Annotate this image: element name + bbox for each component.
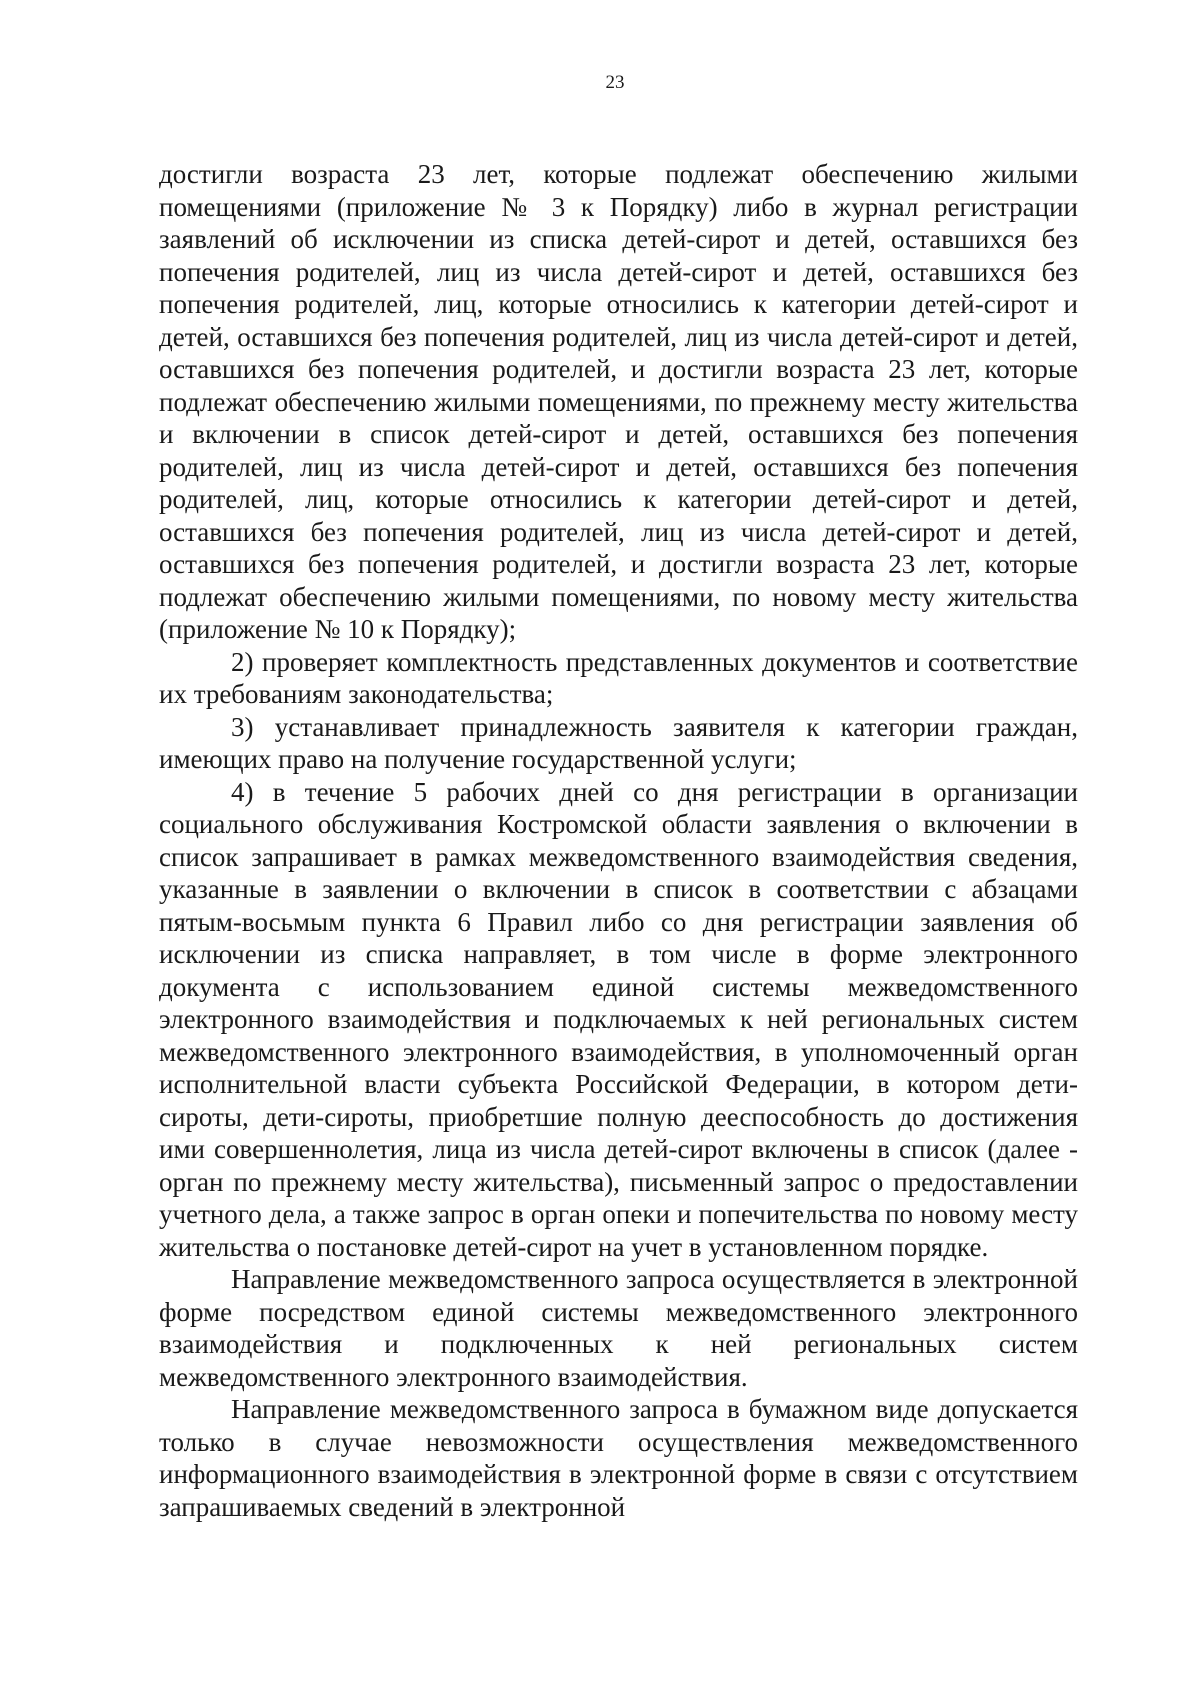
document-body [159, 158, 1078, 1523]
paragraph-item-4: 4) в течение 5 рабочих дней со дня регистрации в организации социального обслуживания Костромской области заявления о включении в список запрашивает в рамках межведомственного взаимодействия сведения, указанные в заявлении о включении в список в соответствии с абзацами пятым-восьмым пункта 6 Правил либо со дня регистрации заявления об исключении из списка направляет, в том числе в форме электронного документа с использованием единой системы межведомственного электронного взаимодействия и подключаемых к ней региональных систем межведомственного электронного взаимодействия, в уполномоченный орган исполнительной власти субъекта Российской Федерации, в котором дети-сироты, дети-сироты, приобретшие полную дееспособность до достижения ими совершеннолетия, лица из числа детей-сирот включены в список (далее - орган по прежнему месту жительства), письменный запрос о предоставлении учетного дела, а также запрос в орган опеки и попечительства по новому месту жительства о постановке детей-сирот на учет в установленном порядке. [159, 776, 1078, 1262]
paragraph-continuation: достигли возраста 23 лет, которые подлежат обеспечению жилыми помещениями (приложение № 3 к Порядку) либо в журнал регистрации заявлений об исключении из списка детей-сирот и детей, оставшихся без попечения родителей, лиц из числа детей-сирот и детей, оставшихся без попечения родителей, лиц, которые относились к категории детей-сирот и детей, оставшихся без попечения родителей, лиц из числа детей-сирот и детей, оставшихся без попечения родителей, и достигли возраста 23 лет, которые подлежат обеспечению жилыми помещениями, по прежнему месту жительства и включении в список детей-сирот и детей, оставшихся без попечения родителей, лиц из числа детей-сирот и детей, оставшихся без попечения родителей, лиц, которые относились к категории детей-сирот и детей, оставшихся без попечения родителей, лиц из числа детей-сирот и детей, оставшихся без попечения родителей, и достигли возраста 23 лет, которые подлежат обеспечению жилыми помещениями, по новому месту жительства (приложение № 10 к Порядку); [159, 159, 1078, 644]
page-number: 23 [605, 72, 625, 93]
paragraph-item-3: 3) устанавливает принадлежность заявителя к категории граждан, имеющих право на получение государственной услуги; [159, 711, 1078, 774]
paragraph-item-2: 2) проверяет комплектность представленных документов и соответствие их требованиям законодательства; [159, 646, 1078, 709]
paragraph-paper-request: Направление межведомственного запроса в бумажном виде допускается только в случае невозможности осуществления межведомственного информационного взаимодействия в электронной форме в связи с отсутствием запрашиваемых сведений в электронной [159, 1394, 1078, 1522]
paragraph-electronic-request: Направление межведомственного запроса осуществляется в электронной форме посредством единой системы межведомственного электронного взаимодействия и подключенных к ней региональных систем межведомственного электронного взаимодействия. [159, 1264, 1078, 1392]
